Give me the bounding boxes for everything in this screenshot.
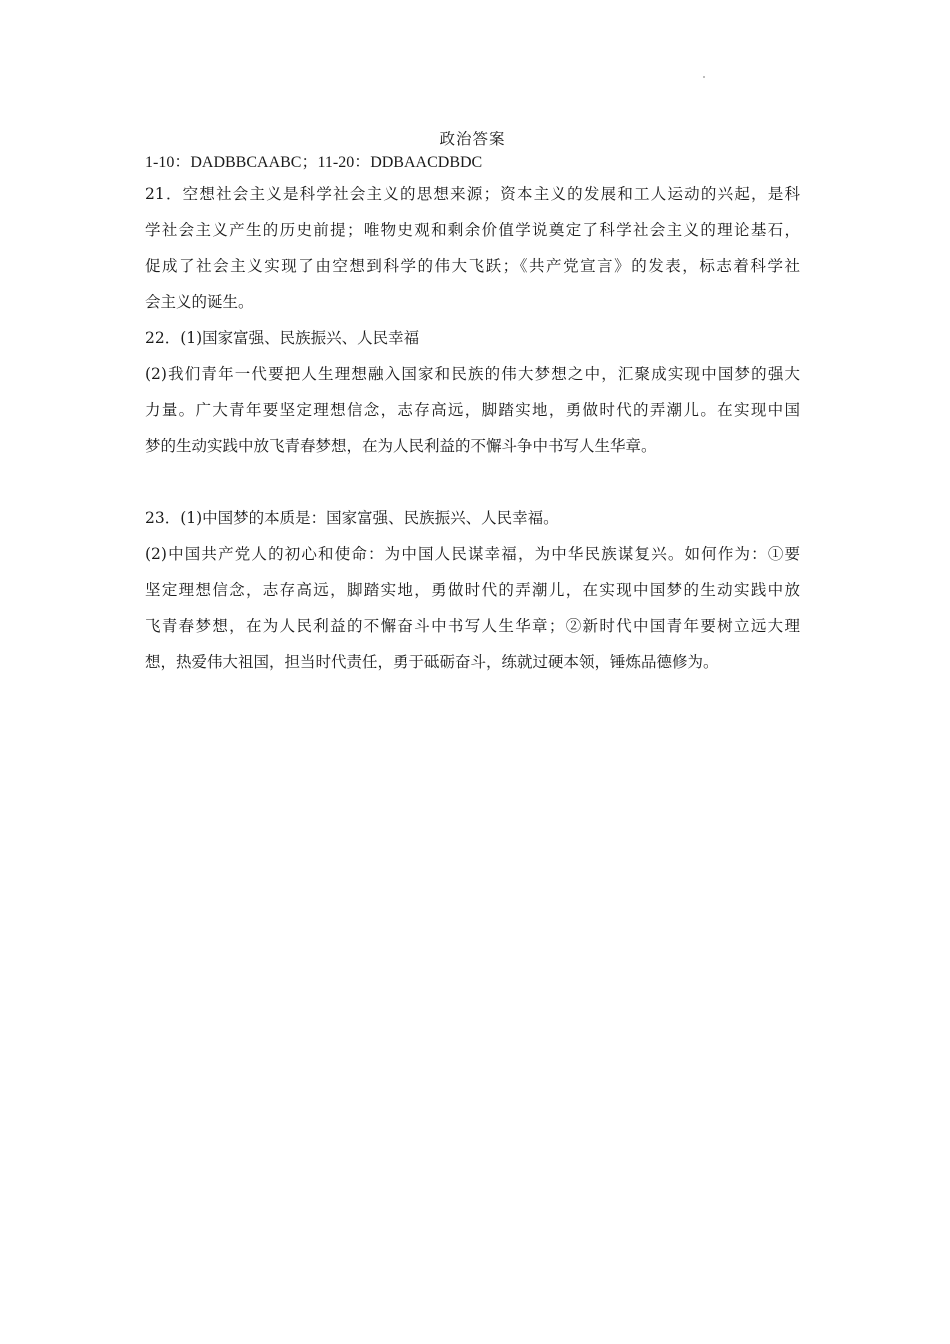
q21-line: 21．空想社会主义是科学社会主义的思想来源；资本主义的发展和工人运动的兴起，是科: [145, 185, 800, 203]
q23-part2-line: (2)中国共产党人的初心和使命：为中国人民谋幸福，为中华民族谋复兴。如何作为：①要: [145, 545, 800, 563]
question-23-answer: [145, 500, 800, 680]
document-body: [145, 126, 800, 680]
q23-part2-line: 坚定理想信念，志存高远，脚踏实地，勇做时代的弄潮儿，在实现中国梦的生动实践中放: [145, 581, 800, 599]
q22-part2-line: 力量。广大青年要坚定理想信念，志存高远，脚踏实地，勇做时代的弄潮儿。在实现中国: [145, 401, 800, 419]
q21-line: 学社会主义产生的历史前提；唯物史观和剩余价值学说奠定了科学社会主义的理论基石，: [145, 221, 800, 239]
q22-part2-line: 梦的生动实践中放飞青春梦想，在为人民利益的不懈斗争中书写人生华章。: [145, 437, 657, 455]
q21-line: 会主义的诞生。: [145, 293, 254, 311]
question-21-answer: [145, 176, 800, 320]
q22-part2-line: (2)我们青年一代要把人生理想融入国家和民族的伟大梦想之中，汇聚成实现中国梦的强大: [145, 365, 800, 383]
q21-line: 促成了社会主义实现了由空想到科学的伟大飞跃；《共产党宣言》的发表，标志着科学社: [145, 257, 800, 275]
q23-part2-line: 想，热爱伟大祖国，担当时代责任，勇于砥砺奋斗，练就过硬本领，锤炼品德修为。: [145, 653, 719, 671]
answer-key-line: 1-10：DADBBCAABC；11-20：DDBAACDBDC: [145, 154, 483, 171]
q23-part1: 23．(1)中国梦的本质是：国家富强、民族振兴、人民幸福。: [145, 509, 559, 527]
q23-part2-line: 飞青春梦想，在为人民利益的不懈奋斗中书写人生华章；②新时代中国青年要树立远大理: [145, 617, 800, 635]
document-title: 政治答案: [439, 130, 506, 148]
page-corner-mark: [703, 76, 705, 78]
q22-part1: 22．(1)国家富强、民族振兴、人民幸福: [145, 329, 420, 347]
question-22-answer: [145, 320, 800, 464]
